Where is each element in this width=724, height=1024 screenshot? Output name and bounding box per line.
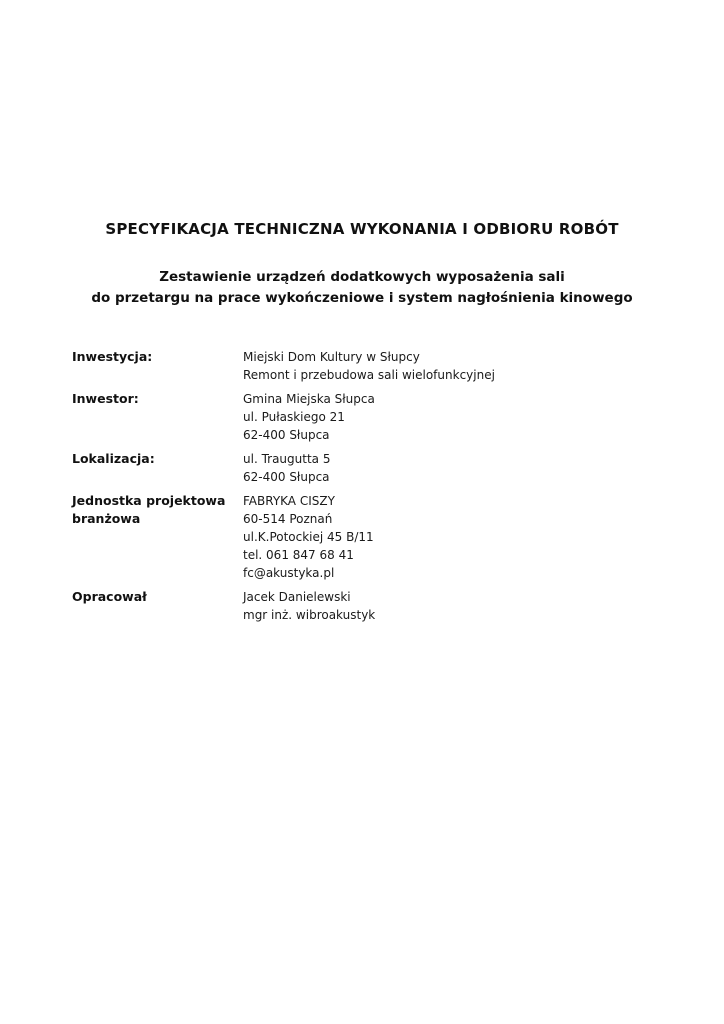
info-values-inwestor [243, 390, 632, 444]
info-row-opracowal [72, 588, 632, 624]
info-value-line: 62-400 Słupca [243, 470, 330, 484]
info-values-lokalizacja [243, 450, 632, 486]
info-value-line: tel. 061 847 68 41 [243, 548, 354, 562]
info-value-line: Gmina Miejska Słupca [243, 392, 375, 406]
email-text: fc@akustyka.pl [243, 566, 335, 580]
info-row-inwestor [72, 390, 632, 444]
info-value-line: mgr inż. wibroakustyk [243, 608, 376, 622]
subtitle-line-2: do przetargu na prace wykończeniowe i system nagłośnienia kinowego [91, 290, 633, 306]
info-value-line: 62-400 Słupca [243, 428, 330, 442]
info-values-inwestycja [243, 348, 632, 384]
info-label-jednostka [72, 492, 243, 528]
info-value-line: 60-514 Poznań [243, 512, 333, 526]
info-value-line: Remont i przebudowa sali wielofunkcyjnej [243, 368, 495, 382]
info-value-line: ul. Traugutta 5 [243, 452, 331, 466]
info-label-lokalizacja: Lokalizacja: [72, 451, 155, 466]
info-label-line: Jednostka projektowa [72, 493, 226, 508]
document-subtitle [0, 267, 724, 309]
info-label-inwestor: Inwestor: [72, 391, 139, 406]
info-values-opracowal [243, 588, 632, 624]
info-value-line: Miejski Dom Kultury w Słupcy [243, 350, 420, 364]
document-title: SPECYFIKACJA TECHNICZNA WYKONANIA I ODBIORU ROBÓT [105, 220, 619, 238]
info-row-inwestycja [72, 348, 632, 384]
info-value-line: ul. Pułaskiego 21 [243, 410, 345, 424]
project-info-table [72, 348, 632, 630]
info-row-jednostka [72, 492, 632, 582]
info-label-opracowal: Opracował [72, 589, 147, 604]
info-value-line: ul.K.Potockiej 45 B/11 [243, 530, 374, 544]
info-values-jednostka [243, 492, 632, 582]
info-value-line: Jacek Danielewski [243, 590, 351, 604]
info-value-line: FABRYKA CISZY [243, 494, 335, 508]
subtitle-line-1: Zestawienie urządzeń dodatkowych wyposażenia sali [159, 269, 565, 285]
info-row-lokalizacja [72, 450, 632, 486]
info-label-line: branżowa [72, 511, 141, 526]
info-label-inwestycja: Inwestycja: [72, 349, 153, 364]
